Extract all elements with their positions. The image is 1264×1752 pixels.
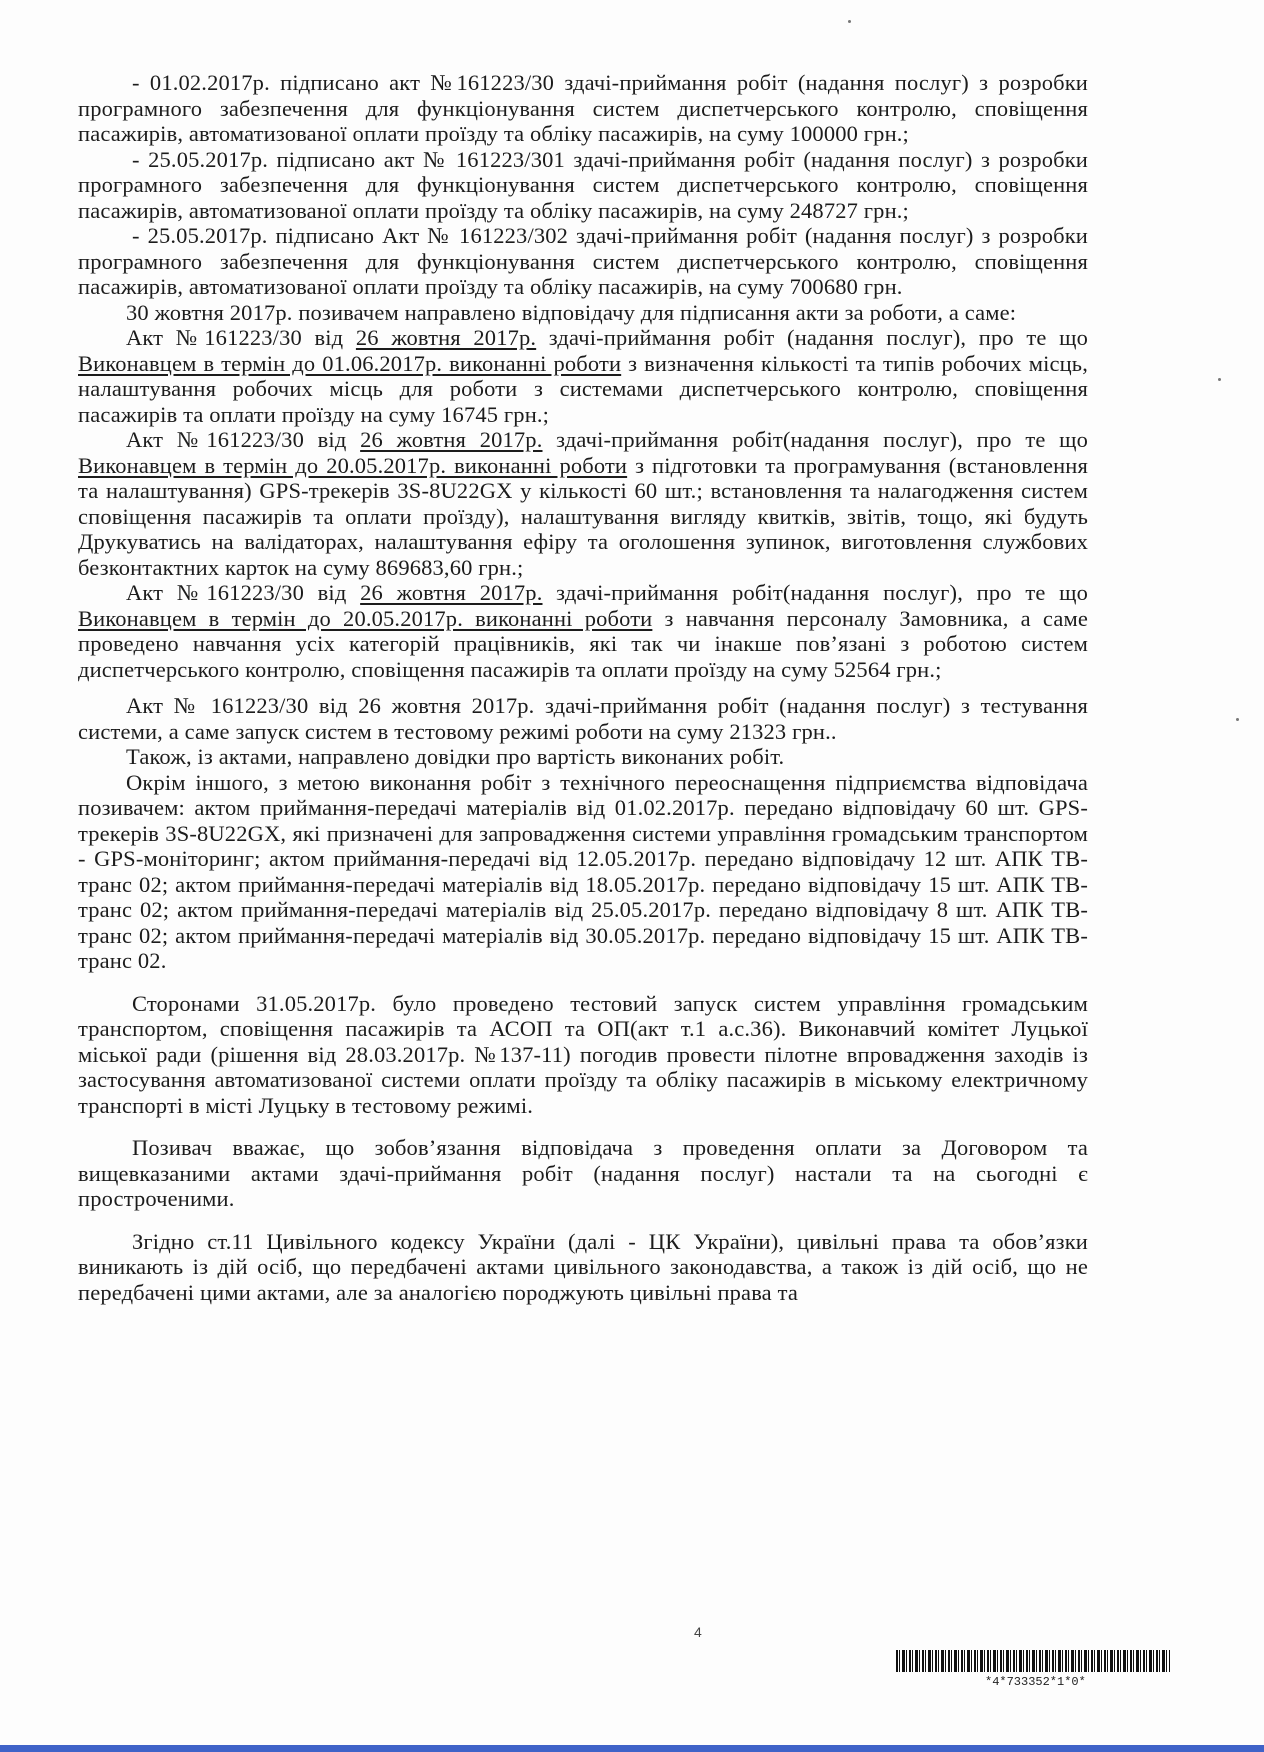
barcode [896, 1650, 1170, 1672]
paragraph-act-869683 [78, 427, 1088, 580]
paragraph-text: - 25.05.2017р. підписано Акт № 161223/302 здачі-приймання робіт (надання послуг) з розробки програмного забезпечення для функціонування систем диспетчерського контролю, сповіщення пасажирів, автоматизованої оплати проїзду та обліку пасажирів, на суму 700680 грн. [78, 223, 1088, 299]
paragraph-text: з навчання персоналу Замовника, а саме проведено навчання усіх категорій працівників, які так чи інакше пов’язані з роботою систем диспетчерського контролю, сповіщення пасажирів та оплати проїзду на суму 52564 грн.; [78, 605, 1088, 682]
paragraph-text: Також, із актами, направлено довідки про вартість виконаних робіт. [126, 744, 785, 769]
paragraph-text: - 25.05.2017р. підписано акт № 161223/301 здачі-приймання робіт (надання послуг) з розробки програмного забезпечення для функціонування систем диспетчерського контролю, сповіщення пасажирів, автоматизованої оплати проїзду та обліку пасажирів, на суму 248727 грн.; [78, 146, 1088, 223]
underlined-text: 26 жовтня 2017р. [360, 427, 543, 452]
underlined-text: Виконавцем в термін до 01.06.2017р. виконанні роботи [78, 350, 622, 376]
paragraph-plaintiff-claim [78, 1135, 1088, 1212]
paragraph-text: Згідно ст.11 Цивільного кодексу України (далі - ЦК України), цивільні права та обов’язки виникають із дій осіб, що передбачені актами цивільного законодавства, а також із дій осіб, що не передбачені цими актами, але за аналогією породжують цивільні права та [78, 1228, 1088, 1305]
paragraph-act-301 [78, 147, 1088, 224]
scan-speck [1236, 718, 1239, 721]
underlined-text: 26 жовтня 2017р. [360, 580, 543, 605]
paragraph-text: здачі-приймання робіт(надання послуг), про те що [542, 427, 1089, 452]
paragraph-test-launch [78, 991, 1088, 1119]
underlined-text: 26 жовтня 2017р. [355, 325, 537, 350]
barcode-text: *4*733352*1*0* [985, 1675, 1086, 1689]
paragraph-act-301-30 [78, 70, 1088, 147]
scan-speck [848, 20, 851, 23]
paragraph-text: Акт №161223/30 від [126, 580, 361, 605]
scan-edge-strip [0, 1745, 1264, 1752]
paragraph-text: Позивач вважає, що зобов’язання відповідача з проведення оплати за Договором та вищевказаними актами здачі-приймання робіт (надання послуг) настали та на сьогодні є простроченими. [78, 1135, 1088, 1211]
paragraph-text: здачі-приймання робіт(надання послуг), про те що [542, 580, 1089, 605]
underlined-text: Виконавцем в термін до 20.05.2017р. виконанні роботи [78, 605, 653, 631]
scan-speck [1218, 378, 1221, 381]
page-number: 4 [694, 1624, 702, 1640]
paragraph-act-52564 [78, 580, 1088, 682]
paragraph-text: Акт №161223/30 від [126, 325, 356, 350]
paragraph-act-16745 [78, 325, 1088, 427]
paragraph-text: 30 жовтня 2017р. позивачем направлено відповідачу для підписання акти за роботи, а саме: [126, 299, 1017, 325]
paragraph-text: Акт № 161223/30 від 26 жовтня 2017р. здачі-приймання робіт (надання послуг) з тестування системи, а саме запуск систем в тестовому режимі роботи на суму 21323 грн.. [78, 693, 1088, 744]
paragraph-sent-acts [78, 300, 1088, 326]
paragraph-act-302 [78, 223, 1088, 300]
paragraph-certificates [78, 744, 1088, 770]
paragraph-text: з підготовки та програмування (встановлення та налаштування) GPS-трекерів 3S-8U22GX у кількості 60 шт.; встановлення та налагодження систем сповіщення пасажирів та оплати проїзду), налаштування вигляду квитків, звітів, тощо, які будуть Друкуватись на валідаторах, налаштування ефіру та оголошення зупинок, виготовлення службових безконтактних карток на суму 869683,60 грн.; [78, 452, 1088, 580]
paragraph-text: з визначення кількості та типів робочих місць, налаштування робочих місць для роботи з системами диспетчерського контролю, сповіщення пасажирів та оплати проїзду на суму 16745 грн.; [78, 350, 1088, 427]
underlined-text: Виконавцем в термін до 20.05.2017р. виконанні роботи [78, 452, 628, 478]
paragraph-text: - 01.02.2017р. підписано акт №161223/30 здачі-приймання робіт (надання послуг) з розробки програмного забезпечення для функціонування систем диспетчерського контролю, сповіщення пасажирів, автоматизованої оплати проїзду та обліку пасажирів, на суму 100000 грн.; [78, 70, 1088, 146]
paragraph-materials-transfer [78, 770, 1088, 974]
paragraph-text: Акт №161223/30 від [126, 427, 361, 452]
paragraph-text: Окрім іншого, з метою виконання робіт з технічного переоснащення підприємства відповідача позивачем: актом приймання-передачі матеріалів від 01.02.2017р. передано відповідачу 60 шт. GPS-трекерів 3S-8U22GX, які призначені для запровадження системи управління громадським транспортом - GPS-моніторинг; актом приймання-передачі від 12.05.2017р. передано відповідачу 12 шт. АПК ТВ-транс 02; актом приймання-передачі матеріалів від 18.05.2017р. передано відповідачу 15 шт. АПК ТВ-транс 02; актом приймання-передачі матеріалів від 25.05.2017р. передано відповідачу 8 шт. АПК ТВ-транс 02; актом приймання-передачі матеріалів від 30.05.2017р. передано відповідачу 15 шт. АПК ТВ-транс 02. [78, 769, 1088, 973]
paragraph-text: Сторонами 31.05.2017р. було проведено тестовий запуск систем управління громадським транспортом, сповіщення пасажирів та АСОП та ОП(акт т.1 а.с.36). Виконавчий комітет Луцької міської ради (рішення від 28.03.2017р. №137-11) погодив провести пілотне впровадження заходів із застосування автоматизованої системи оплати проїзду та обліку пасажирів в міському електричному транспорті в місті Луцьку в тестовому режимі. [78, 990, 1088, 1118]
paragraph-civil-code [78, 1229, 1088, 1306]
paragraph-act-21323 [78, 693, 1088, 744]
paragraph-text: здачі-приймання робіт (надання послуг), про те що [536, 325, 1089, 350]
document-body [78, 70, 1088, 1305]
